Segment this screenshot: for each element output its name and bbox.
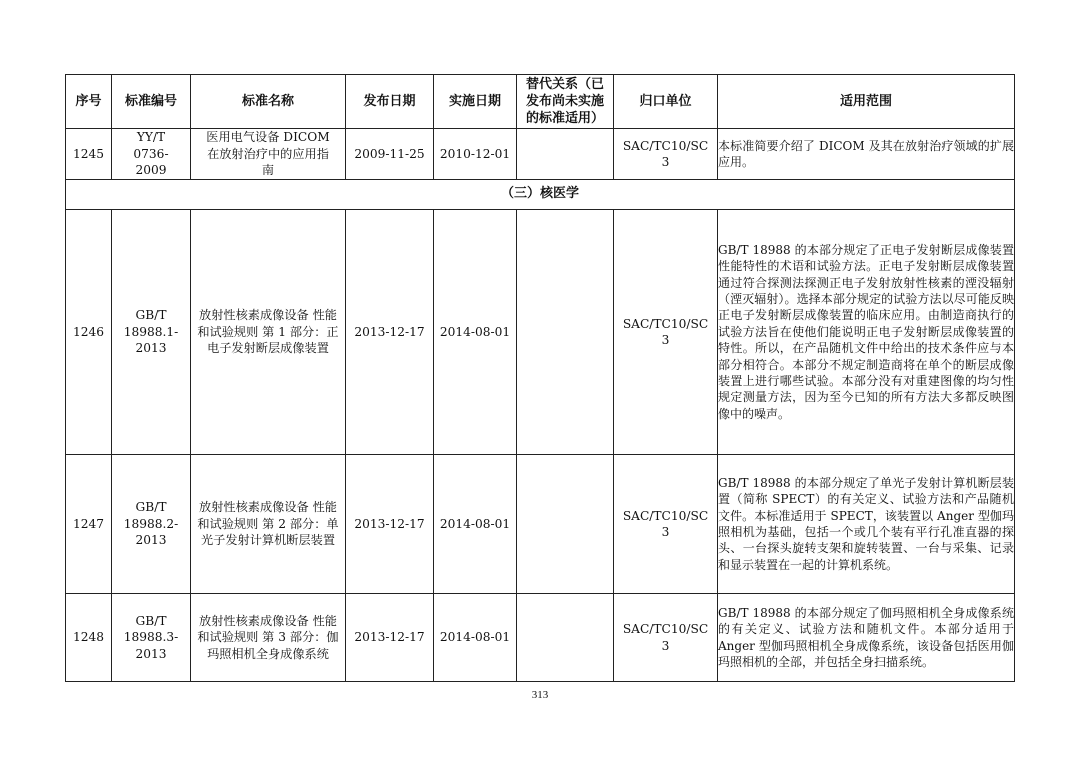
header-code: 标准编号 [112,75,191,129]
cell-replace [517,129,614,180]
cell-seq: 1245 [66,129,112,180]
cell-name: 放射性核素成像设备 性能和试验规则 第 2 部分：单光子发射计算机断层装置 [191,455,346,594]
cell-code: GB/T 18988.2-2013 [112,455,191,594]
header-seq: 序号 [66,75,112,129]
cell-impl-date: 2014-08-01 [434,210,517,455]
header-pub-date: 发布日期 [346,75,434,129]
cell-unit: SAC/TC10/SC3 [614,129,718,180]
section-title: （三）核医学 [66,180,1015,210]
cell-seq: 1248 [66,594,112,682]
cell-replace [517,594,614,682]
cell-code: GB/T 18988.3-2013 [112,594,191,682]
table-row [66,210,1015,455]
cell-pub-date: 2009-11-25 [346,129,434,180]
header-scope: 适用范围 [718,75,1015,129]
cell-seq: 1246 [66,210,112,455]
cell-unit: SAC/TC10/SC3 [614,210,718,455]
cell-code: GB/T 18988.1-2013 [112,210,191,455]
header-name: 标准名称 [191,75,346,129]
header-row [66,75,1015,129]
cell-impl-date: 2014-08-01 [434,594,517,682]
cell-name: 医用电气设备 DICOM 在放射治疗中的应用指南 [191,129,346,180]
header-replace: 替代关系（已发布尚未实施的标准适用） [517,75,614,129]
cell-pub-date: 2013-12-17 [346,594,434,682]
cell-name: 放射性核素成像设备 性能和试验规则 第 1 部分：正电子发射断层成像装置 [191,210,346,455]
cell-replace [517,455,614,594]
cell-unit: SAC/TC10/SC3 [614,455,718,594]
cell-impl-date: 2010-12-01 [434,129,517,180]
header-impl-date: 实施日期 [434,75,517,129]
page-number: 313 [531,689,549,701]
table-row [66,455,1015,594]
cell-pub-date: 2013-12-17 [346,455,434,594]
table-row [66,129,1015,180]
cell-impl-date: 2014-08-01 [434,455,517,594]
standards-table [65,74,1015,682]
header-unit: 归口单位 [614,75,718,129]
cell-scope: GB/T 18988 的本部分规定了正电子发射断层成像装置性能特性的术语和试验方法。正电子发射断层成像装置通过符合探测法探测正电子发射放射性核素的湮没辐射（湮灭辐射）。选择本部分规定的试验方法以尽可能反映正电子发射断层成像装置的临床应用。由制造商执行的试验方法旨在使他们能说明正电子发射断层成像装置的特性。所以，在产品随机文件中给出的技术条件应与本部分相符合。本部分不规定制造商将在单个的断层成像装置上进行哪些试验。本部分没有对重建图像的均匀性规定测量方法，因为至今已知的所有方法大多都反映图像中的噪声。 [718,210,1015,455]
section-row [66,180,1015,210]
cell-seq: 1247 [66,455,112,594]
cell-scope: GB/T 18988 的本部分规定了伽玛照相机全身成像系统的有关定义、试验方法和随机文件。本部分适用于 Anger 型伽玛照相机全身成像系统，该设备包括医用伽玛照相机的全部，并包括全身扫描系统。 [718,594,1015,682]
cell-scope: GB/T 18988 的本部分规定了单光子发射计算机断层装置（简称 SPECT）的有关定义、试验方法和产品随机文件。本标准适用于 SPECT，该装置以 Anger 型伽玛照相机为基础，包括一个或几个装有平行孔准直器的探头、一台探头旋转支架和旋转装置、一台与采集、记录和显示装置在一起的计算机系统。 [718,455,1015,594]
cell-unit: SAC/TC10/SC3 [614,594,718,682]
cell-pub-date: 2013-12-17 [346,210,434,455]
cell-replace [517,210,614,455]
cell-name: 放射性核素成像设备 性能和试验规则 第 3 部分：伽玛照相机全身成像系统 [191,594,346,682]
cell-code: YY/T 0736-2009 [112,129,191,180]
table-row [66,594,1015,682]
cell-scope: 本标准简要介绍了 DICOM 及其在放射治疗领域的扩展应用。 [718,129,1015,180]
